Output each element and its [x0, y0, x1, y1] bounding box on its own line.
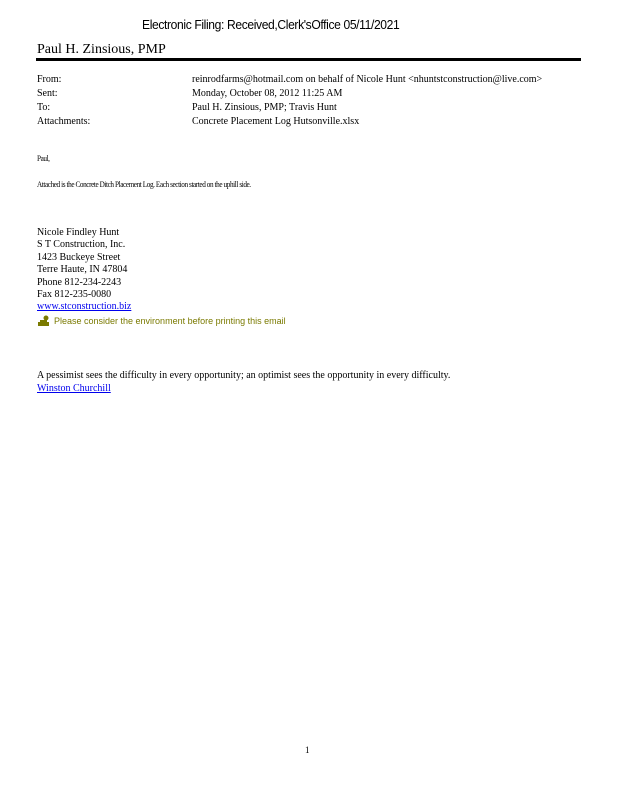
sent-row — [37, 87, 542, 101]
signature-phone: Phone 812-234-2243 — [37, 276, 122, 288]
from-value: reinrodfarms@hotmail.com on behalf of Nicole Hunt <nhuntstconstruction@live.com> — [192, 74, 543, 85]
sent-label: Sent: — [37, 88, 58, 99]
page-number: 1 — [305, 745, 310, 755]
website-link[interactable]: www.stconstruction.biz — [37, 301, 132, 313]
attachments-row — [37, 115, 542, 129]
to-row — [37, 101, 542, 115]
attachment-name: Concrete Placement Log Hutsonville.xlsx — [192, 116, 360, 127]
signature-street: 1423 Buckeye Street — [37, 251, 121, 263]
message-body: Attached is the Concrete Ditch Placement Log. Each section started on the uphill side. — [37, 180, 251, 189]
signature-city: Terre Haute, IN 47804 — [37, 264, 128, 276]
from-label: From: — [37, 74, 62, 85]
attachments-label: Attachments: — [37, 116, 91, 127]
sender-name: Paul H. Zinsious, PMP — [37, 42, 166, 57]
tree-print-icon — [37, 315, 50, 327]
signature-company: S T Construction, Inc. — [37, 239, 126, 251]
signature-block — [37, 227, 286, 327]
greeting: Paul, — [37, 154, 50, 163]
to-value: Paul H. Zinsious, PMP; Travis Hunt — [192, 102, 337, 113]
eco-note-text: Please consider the environment before printing this email — [54, 315, 286, 326]
quote-author-link[interactable]: Winston Churchill — [37, 383, 111, 394]
filing-stamp: Electronic Filing: Received,Clerk'sOffice 05/11/2021 — [142, 17, 400, 32]
sent-value: Monday, October 08, 2012 11:25 AM — [192, 88, 343, 99]
email-metadata — [37, 73, 542, 129]
signature-fax: Fax 812-235-0080 — [37, 289, 112, 301]
from-row — [37, 73, 542, 87]
quote-block — [37, 369, 450, 395]
to-label: To: — [37, 102, 51, 113]
quote-text: A pessimist sees the difficulty in every opportunity; an optimist sees the opportunity in every difficulty. — [37, 370, 451, 381]
eco-note — [37, 315, 286, 327]
header-divider — [36, 58, 581, 61]
signature-name: Nicole Findley Hunt — [37, 227, 120, 238]
